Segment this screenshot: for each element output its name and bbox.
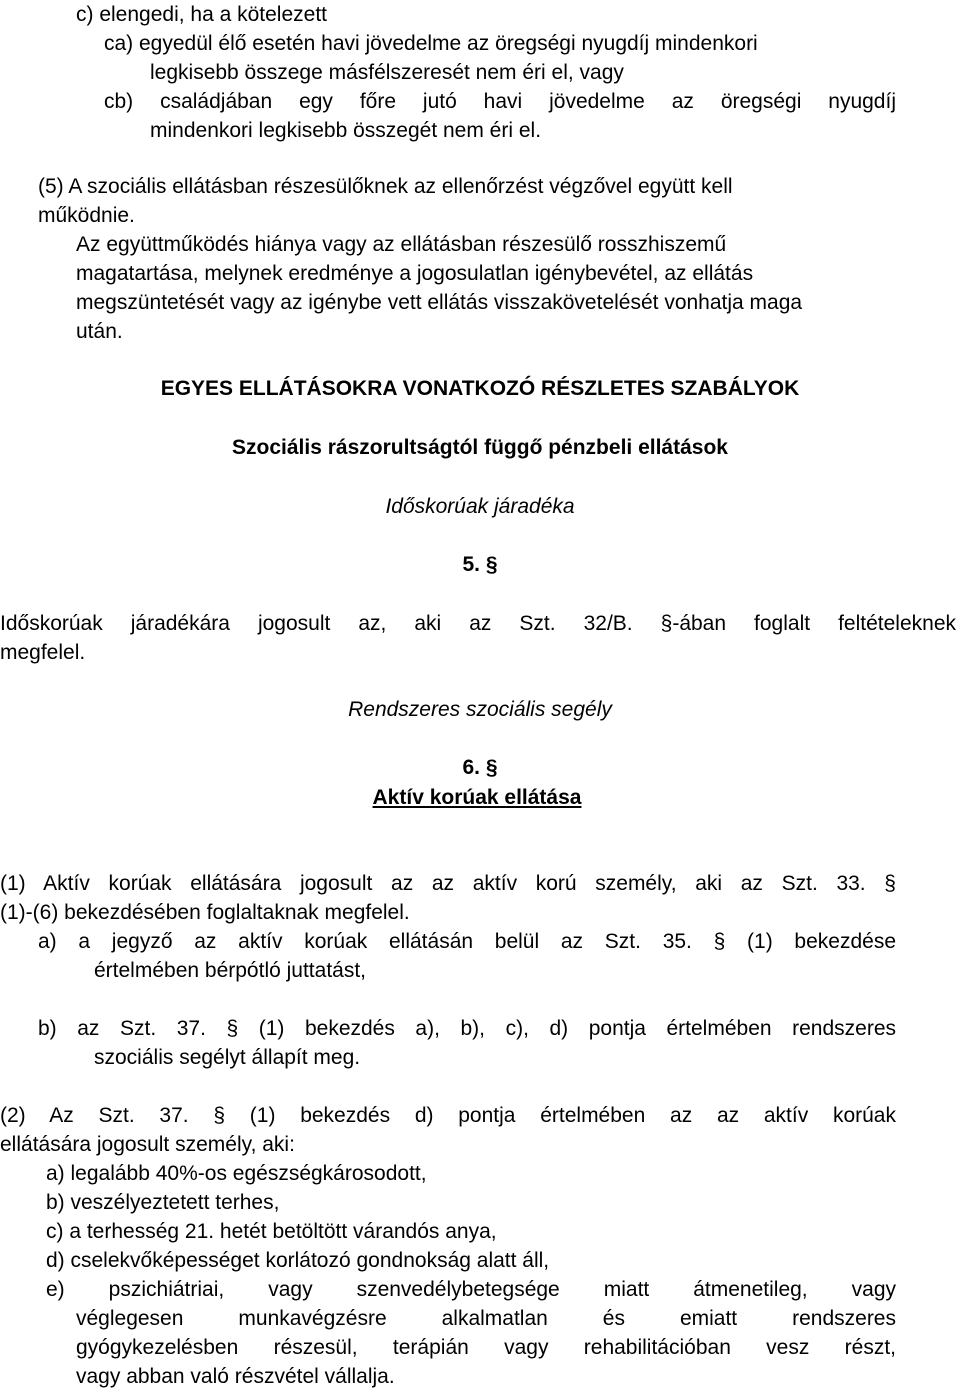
section-title-idoskoruak-text: Időskorúak járadéka — [385, 495, 575, 518]
section-6-a-cont: értelmében bérpótló juttatást, — [94, 959, 366, 982]
section-title-rendszeres — [0, 695, 960, 724]
section-6-p2-list — [46, 1159, 906, 1275]
section-5-body-line1 — [0, 609, 956, 638]
section-6-a-text: a) a jegyző az aktív korúak ellátásán belül az Szt. 35. § (1) bekezdése — [38, 930, 896, 953]
section-number-5 — [0, 550, 960, 579]
subheading — [0, 433, 960, 462]
section-6-p1-line2 — [0, 898, 900, 927]
section-6-e-cont2: gyógykezelésben részesül, terápián vagy rehabilitációban vesz részt, — [76, 1336, 896, 1359]
point-cb-cont: mindenkori legkisebb összegét nem éri el. — [150, 119, 542, 142]
list-item: d) cselekvőképességet korlátozó gondnokság alatt áll, — [46, 1249, 550, 1272]
subheading-text: Szociális rászorultságtól függő pénzbeli ellátások — [232, 436, 728, 459]
point-ca-line1 — [104, 29, 896, 58]
section-number-6-text: 6. § — [462, 756, 498, 779]
point-ca-text: ca) egyedül élő esetén havi jövedelme az öregségi nyugdíj mindenkori — [104, 32, 758, 55]
section-6-b-text: b) az Szt. 37. § (1) bekezdés a), b), c), d) pontja értelmében rendszeres — [38, 1017, 896, 1040]
section-6-e-line3 — [76, 1333, 896, 1362]
paragraph-5-line5: megszüntetését vagy az igénybe vett ellátás visszakövetelését vonhatja maga — [76, 291, 803, 314]
point-cb-line2 — [150, 116, 910, 145]
paragraph-5-cont — [76, 230, 936, 259]
section-6-p1-line1 — [0, 869, 896, 898]
point-cb-line1 — [104, 87, 896, 116]
point-cb-text: cb) családjában egy főre jutó havi jövedelme az öregségi nyugdíj — [104, 90, 896, 113]
paragraph-5-line3: Az együttműködés hiánya vagy az ellátásban részesülő rosszhiszemű — [76, 233, 727, 256]
section-6-e-line1 — [46, 1275, 896, 1304]
paragraph-5-line4: magatartása, melynek eredménye a jogosulatlan igénybevétel, az ellátás — [76, 262, 754, 285]
point-ca-cont: legkisebb összege másfélszeresét nem éri el, vagy — [150, 61, 624, 84]
section-6-p2-cont: ellátására jogosult személy, aki: — [0, 1133, 295, 1156]
list-item: b) veszélyeztetett terhes, — [46, 1191, 280, 1214]
paragraph-5 — [38, 172, 938, 230]
paragraph-5-line1: (5) A szociális ellátásban részesülőknek az ellenőrzést végzővel együtt kell — [38, 175, 733, 198]
section-6-title — [0, 783, 954, 812]
section-6-p2-text: (2) Az Szt. 37. § (1) bekezdés d) pontja értelmében az az aktív korúak — [0, 1104, 896, 1127]
main-heading — [0, 374, 960, 403]
section-6-b-line2 — [94, 1043, 894, 1072]
section-6-p2-line1 — [0, 1101, 896, 1130]
section-6-b-line1 — [38, 1014, 896, 1043]
section-6-a-line1 — [38, 927, 896, 956]
section-6-p2-line2 — [0, 1130, 900, 1159]
list-item: c) a terhesség 21. hetét betöltött várandós anya, — [46, 1220, 497, 1243]
section-6-e-text: e) pszichiátriai, vagy szenvedélybetegsége miatt átmenetileg, vagy — [46, 1278, 896, 1301]
paragraph-5-cont2 — [76, 259, 936, 346]
main-heading-text: EGYES ELLÁTÁSOKRA VONATKOZÓ RÉSZLETES SZABÁLYOK — [160, 377, 800, 400]
section-title-rendszeres-text: Rendszeres szociális segély — [348, 698, 612, 721]
point-c-text: c) elengedi, ha a kötelezett — [76, 3, 327, 26]
section-title-idoskoruak — [0, 492, 960, 521]
section-6-p1-text: (1) Aktív korúak ellátására jogosult az az aktív korú személy, aki az Szt. 33. § — [0, 872, 896, 895]
point-c — [76, 0, 936, 29]
section-6-title-text: Aktív korúak ellátása — [372, 786, 582, 809]
section-6-e-cont1: véglegesen munkavégzésre alkalmatlan és emiatt rendszeres — [76, 1307, 896, 1330]
section-5-body-line2 — [0, 638, 956, 667]
section-6-e-line4 — [76, 1362, 896, 1391]
section-6-b-cont: szociális segélyt állapít meg. — [94, 1046, 361, 1069]
section-6-e-cont3: vagy abban való részvétel vállalja. — [76, 1365, 395, 1388]
paragraph-5-line6: után. — [76, 320, 123, 343]
point-ca-line2 — [150, 58, 910, 87]
section-5-line1: Időskorúak járadékára jogosult az, aki az Szt. 32/B. §-ában foglalt feltételeknek — [0, 612, 956, 635]
section-6-e-line2 — [76, 1304, 896, 1333]
section-6-a-line2 — [94, 956, 894, 985]
list-item: a) legalább 40%-os egészségkárosodott, — [46, 1162, 427, 1185]
section-number-6 — [0, 753, 960, 782]
section-6-p1-cont: (1)-(6) bekezdésében foglaltaknak megfelel. — [0, 901, 410, 924]
section-5-line2: megfelel. — [0, 641, 86, 664]
section-number-5-text: 5. § — [462, 553, 498, 576]
paragraph-5-line2: működnie. — [38, 204, 135, 227]
